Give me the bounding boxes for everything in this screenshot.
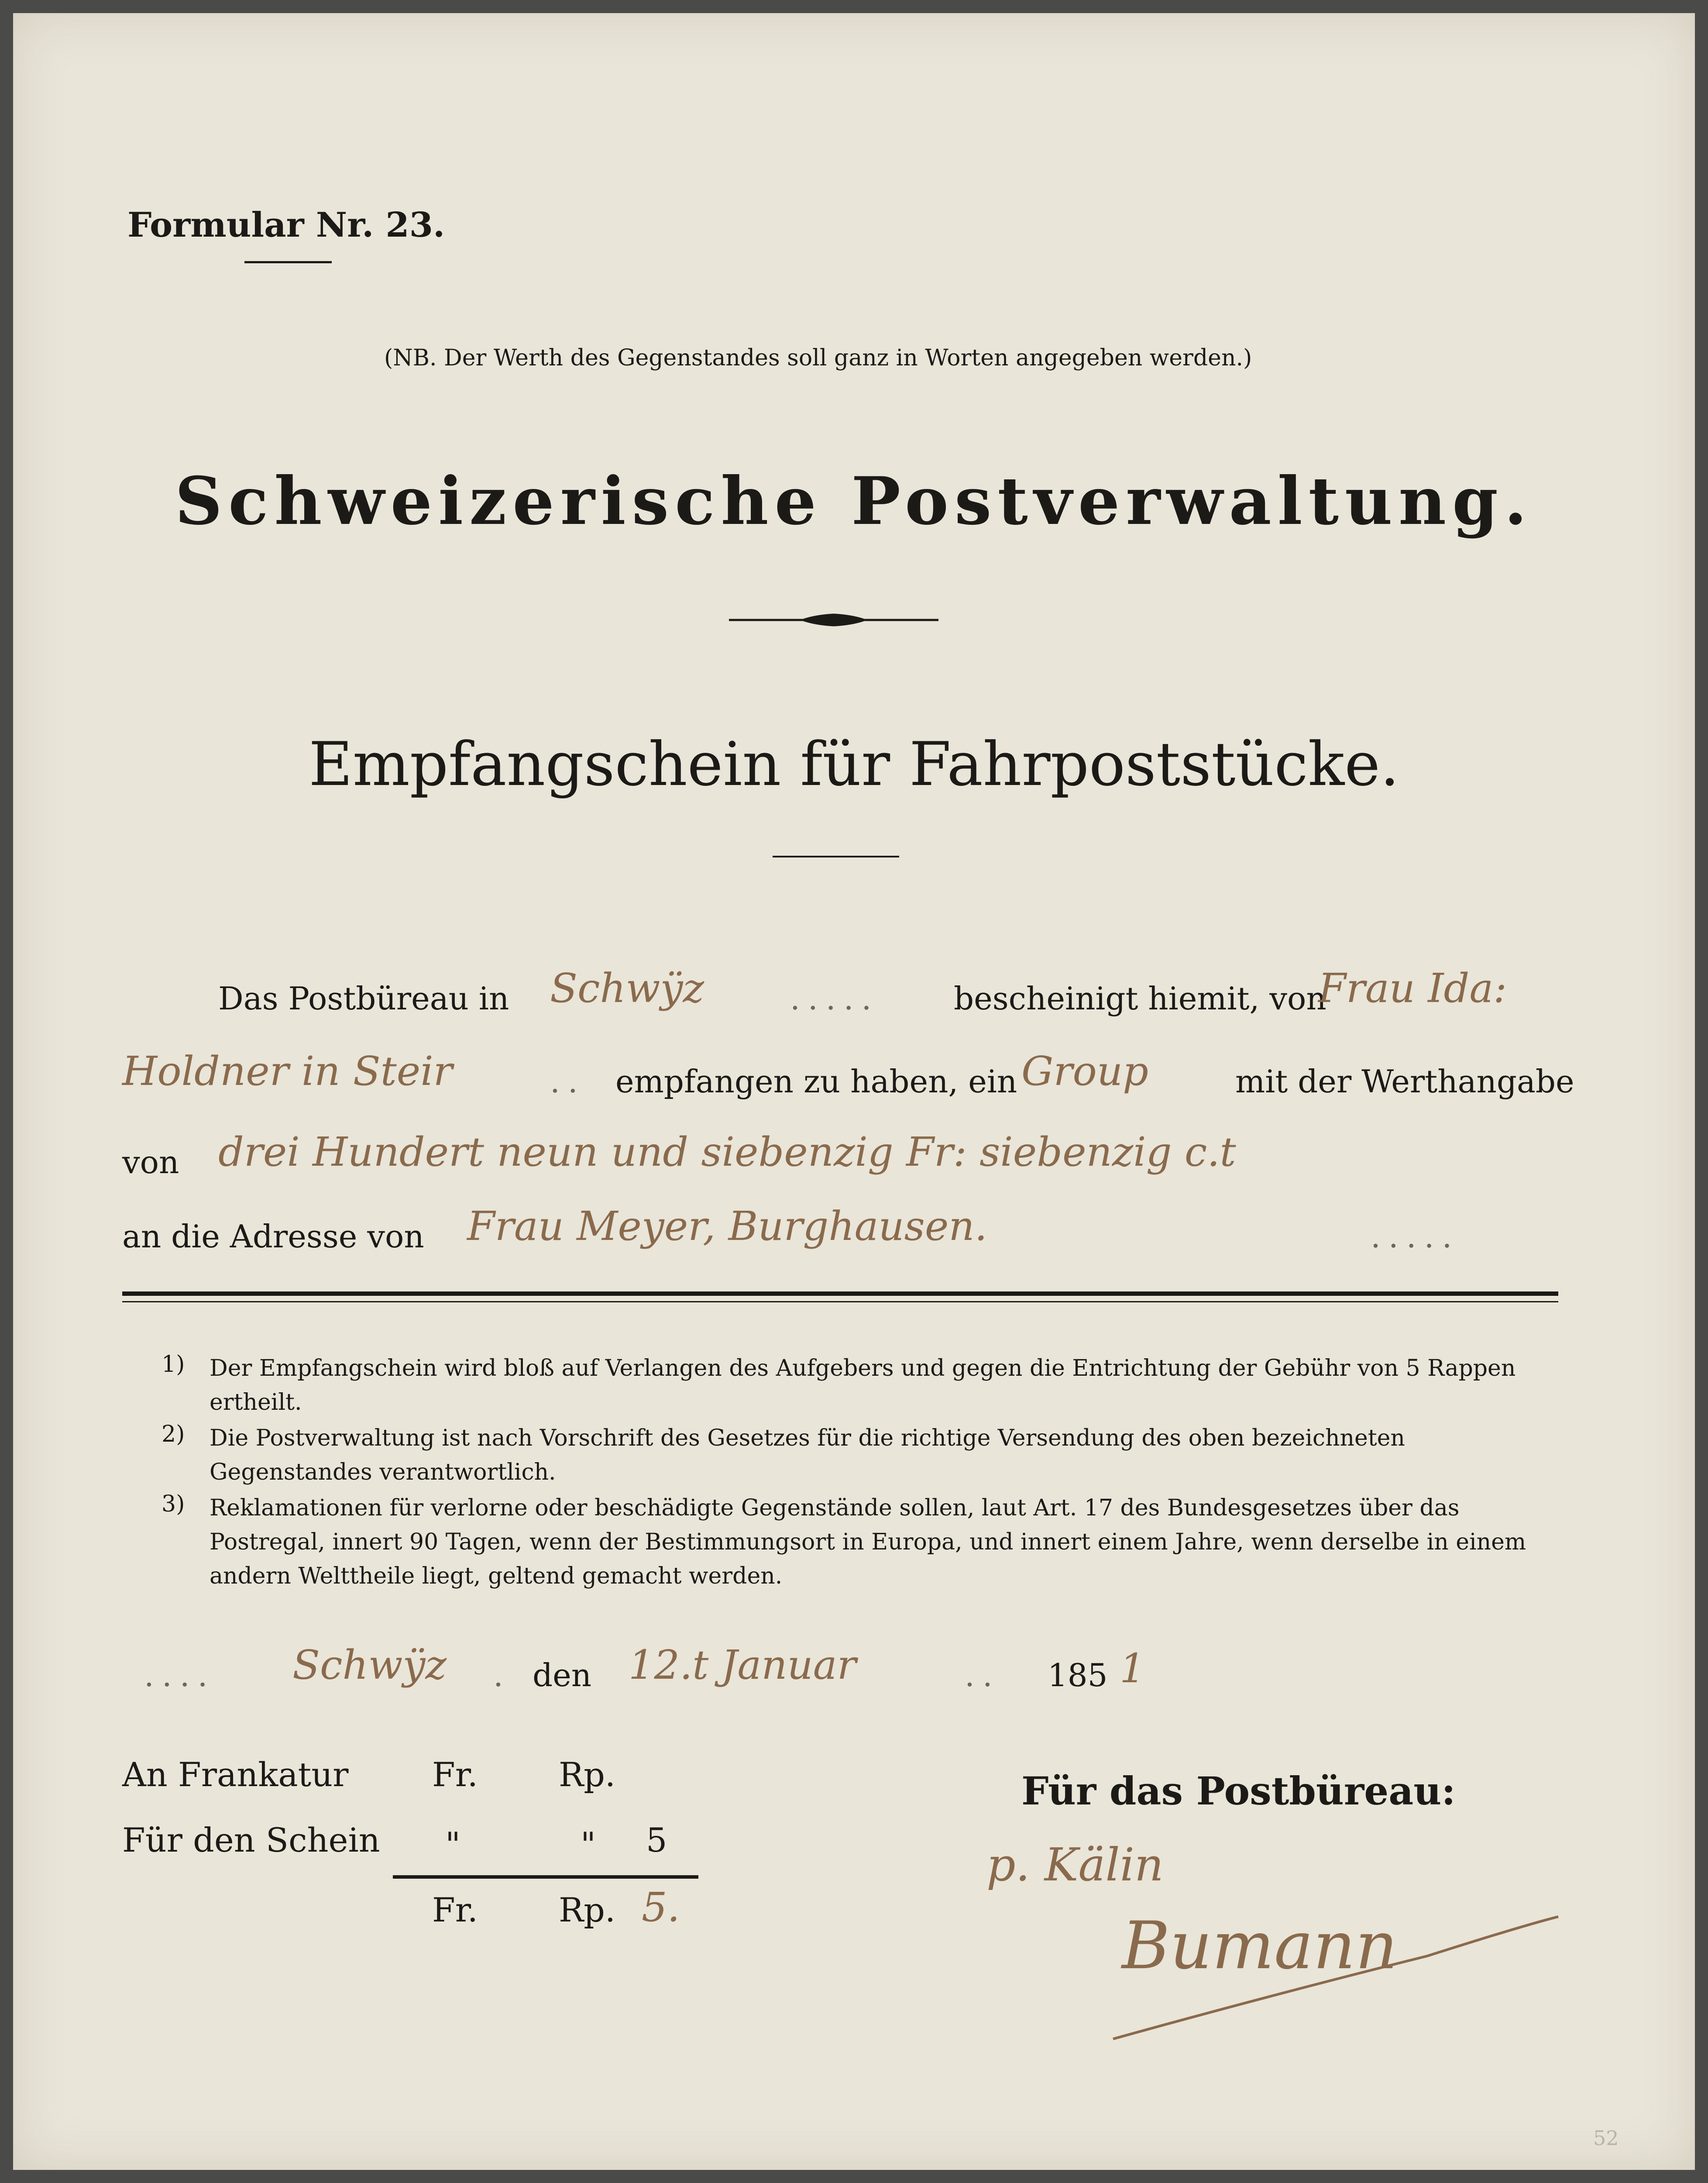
- signature-heading: Für das Postbüreau:: [1021, 1768, 1456, 1814]
- item-handwritten: Group: [1021, 1048, 1149, 1095]
- dot-leader: .....: [790, 980, 880, 1017]
- receipt-line3-prefix: von: [122, 1144, 179, 1181]
- rp-ditto-mark: ": [581, 1825, 596, 1864]
- rp-header: Rp.: [559, 1755, 616, 1794]
- administration-heading: Schweizerische Postverwaltung.: [175, 463, 1533, 540]
- dot-leader: ..: [965, 1657, 1000, 1694]
- separator-thin: [122, 1301, 1558, 1302]
- total-fr-label: Fr.: [432, 1890, 478, 1929]
- office-handwritten: Schwÿz: [550, 965, 704, 1012]
- corner-pencil-mark: 52: [1593, 2126, 1619, 2150]
- nb-note: (NB. Der Werth des Gegenstandes soll ganz in Worten angegeben werden.): [384, 345, 1252, 371]
- note-1-text: Der Empfangschein wird bloß auf Verlangen des Aufgebers und gegen die Entrichtung der Gebühr von 5 Rappen ertheilt.: [210, 1355, 1516, 1415]
- dot-leader: ....: [144, 1657, 216, 1694]
- separator-thick: [122, 1291, 1558, 1296]
- note-3-text: Reklamationen für verlorne oder beschädigte Gegenstände sollen, laut Art. 17 des Bundesgesetzes über das Postregal, innert 90 Tagen, wenn der Bestimmungsort in Europa, und innert einem Jahre, wenn derselbe in einem andern Welttheile liegt, geltend gemacht werden.: [210, 1495, 1526, 1589]
- document-title: Empfangschein für Fahrpoststücke.: [309, 729, 1399, 799]
- date-day-handwritten: 12.t Januar: [629, 1642, 856, 1688]
- date-year-handwritten: 1: [1120, 1645, 1145, 1692]
- sender-handwritten-2: Holdner in Steir: [122, 1048, 453, 1095]
- total-rp-label: Rp.: [559, 1890, 616, 1929]
- total-handwritten: 5.: [642, 1884, 680, 1931]
- receipt-line2-end: mit der Werthangabe: [1235, 1063, 1574, 1100]
- note-3-number: 3): [162, 1491, 185, 1517]
- dot-leader: ..: [550, 1063, 586, 1100]
- receipt-fee-label: Für den Schein: [122, 1821, 380, 1859]
- title-underline: [773, 856, 899, 857]
- signature-line1-handwritten: p. Kälin: [986, 1838, 1164, 1891]
- receipt-line2-mid: empfangen zu haben, ein: [615, 1063, 1017, 1100]
- note-2-text: Die Postverwaltung ist nach Vorschrift des Gesetzes für die richtige Versendung des oben bezeichneten Gegenstandes verantwortlich.: [210, 1425, 1405, 1485]
- date-year-printed: 185: [1048, 1657, 1108, 1694]
- rp-value: 5: [646, 1821, 667, 1859]
- note-1-number: 1): [162, 1351, 185, 1377]
- dot-leader: .: [493, 1657, 511, 1694]
- dot-leader: .....: [1371, 1218, 1460, 1255]
- addressee-handwritten: Frau Meyer, Burghausen.: [467, 1203, 987, 1250]
- receipt-line4-prefix: an die Adresse von: [122, 1218, 424, 1255]
- fr-header: Fr.: [432, 1755, 478, 1794]
- note-2-number: 2): [162, 1421, 185, 1447]
- signature-flourish: [1096, 1899, 1576, 2056]
- date-place-handwritten: Schwÿz: [292, 1642, 447, 1688]
- fee-total-rule: [393, 1875, 698, 1879]
- franking-label: An Frankatur: [122, 1755, 349, 1794]
- receipt-form: [13, 13, 1695, 2170]
- sender-handwritten-1: Frau Ida:: [1318, 965, 1507, 1012]
- date-den: den: [533, 1657, 592, 1694]
- form-number: Formular Nr. 23.: [127, 205, 445, 245]
- form-number-underline: [244, 261, 332, 263]
- receipt-line1-mid: bescheinigt hiemit, von: [954, 980, 1327, 1017]
- value-handwritten: drei Hundert neun und siebenzig Fr: siebenzig c.t: [218, 1129, 1236, 1175]
- fr-value: ": [445, 1825, 461, 1864]
- signature-line2-handwritten: Bumann: [1122, 1908, 1398, 1984]
- ornament-divider: [729, 611, 938, 629]
- receipt-line1-prefix: Das Postbüreau in: [218, 980, 509, 1017]
